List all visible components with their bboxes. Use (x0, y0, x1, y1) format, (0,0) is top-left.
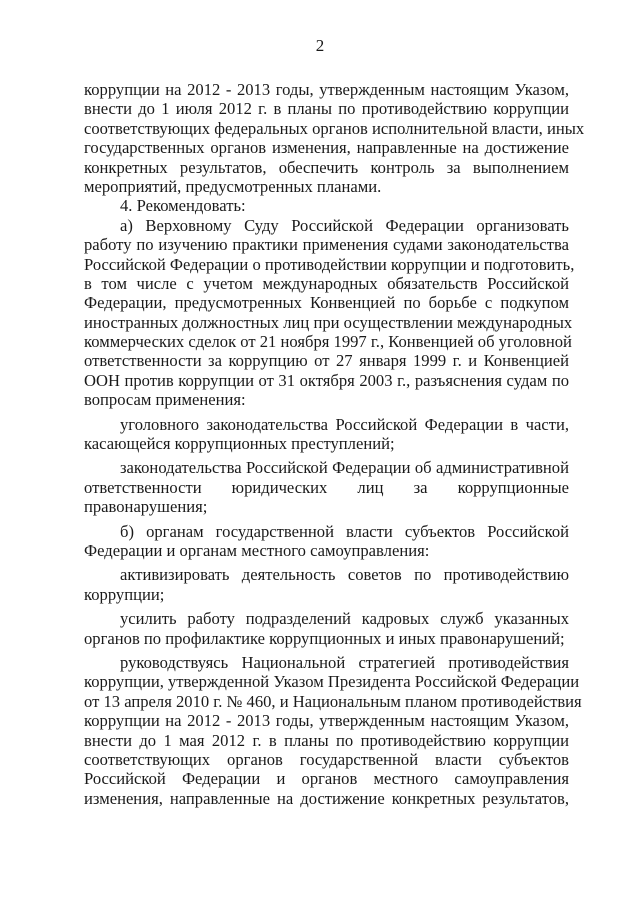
text-line: коррупции на 2012 - 2013 годы, утвержденным настоящим Указом, (84, 80, 569, 99)
text-line: органов по профилактике коррупционных и иных правонарушений; (84, 628, 565, 648)
text-line: Федерации, предусмотренных Конвенцией по борьбе с подкупом (84, 293, 569, 313)
text-line: усилить работу подразделений кадровых служб указанных (120, 609, 569, 629)
text-line: а) Верховному Суду Российской Федерации организовать (120, 215, 569, 235)
document-body (84, 80, 585, 808)
text-line: соответствующих федеральных органов исполнительной власти, иных (84, 118, 585, 138)
text-line: 4. Рекомендовать: (120, 196, 246, 216)
text-line: Федерации и органам местного самоуправления: (84, 540, 430, 560)
text-line: конкретных результатов, обеспечить контроль за выполнением (84, 157, 569, 177)
text-line: б) органам государственной власти субъектов Российской (120, 521, 569, 541)
text-line: внести до 1 июля 2012 г. в планы по противодействию коррупции (84, 99, 569, 119)
text-line: руководствуясь Национальной стратегией противодействия (120, 652, 569, 672)
text-line: активизировать деятельность советов по противодействию (120, 565, 569, 585)
text-line: изменения, направленные на достижение конкретных результатов, (84, 788, 569, 808)
text-line: коррупции; (84, 584, 165, 604)
text-line: мероприятий, предусмотренных планами. (84, 176, 382, 196)
text-line: касающейся коррупционных преступлений; (84, 434, 395, 454)
text-line: Российской Федерации о противодействии коррупции и подготовить, (84, 254, 575, 274)
text-line: вопросам применения: (84, 390, 246, 410)
text-line: в том числе с учетом международных обязательств Российской (84, 273, 569, 293)
text-line: коррупции, утвержденной Указом Президента Российской Федерации (84, 672, 580, 692)
text-line: коррупции на 2012 - 2013 годы, утвержденным настоящим Указом, (84, 711, 569, 731)
text-line: работу по изучению практики применения судами законодательства (84, 235, 569, 255)
text-line: ООН против коррупции от 31 октября 2003 г., разъяснения судам по (84, 370, 569, 390)
text-line: правонарушения; (84, 497, 208, 517)
text-line: ответственности юридических лиц за коррупционные (84, 477, 569, 497)
text-line: Российской Федерации и органов местного самоуправления (84, 769, 569, 789)
text-line: законодательства Российской Федерации об административной (120, 458, 569, 478)
page-number: 2 (315, 36, 325, 55)
text-line: уголовного законодательства Российской Федерации в части, (120, 414, 569, 434)
text-line: от 13 апреля 2010 г. № 460, и Национальным планом противодействия (84, 691, 582, 711)
text-line: государственных органов изменения, направленные на достижение (84, 138, 569, 158)
text-line: внести до 1 мая 2012 г. в планы по противодействию коррупции (84, 730, 569, 750)
text-line: иностранных должностных лиц при осуществлении международных (84, 312, 573, 332)
text-line: коммерческих сделок от 21 ноября 1997 г., Конвенцией об уголовной (84, 332, 572, 352)
text-line: ответственности за коррупцию от 27 января 1999 г. и Конвенцией (84, 351, 569, 371)
text-line: соответствующих органов государственной власти субъектов (84, 749, 569, 769)
